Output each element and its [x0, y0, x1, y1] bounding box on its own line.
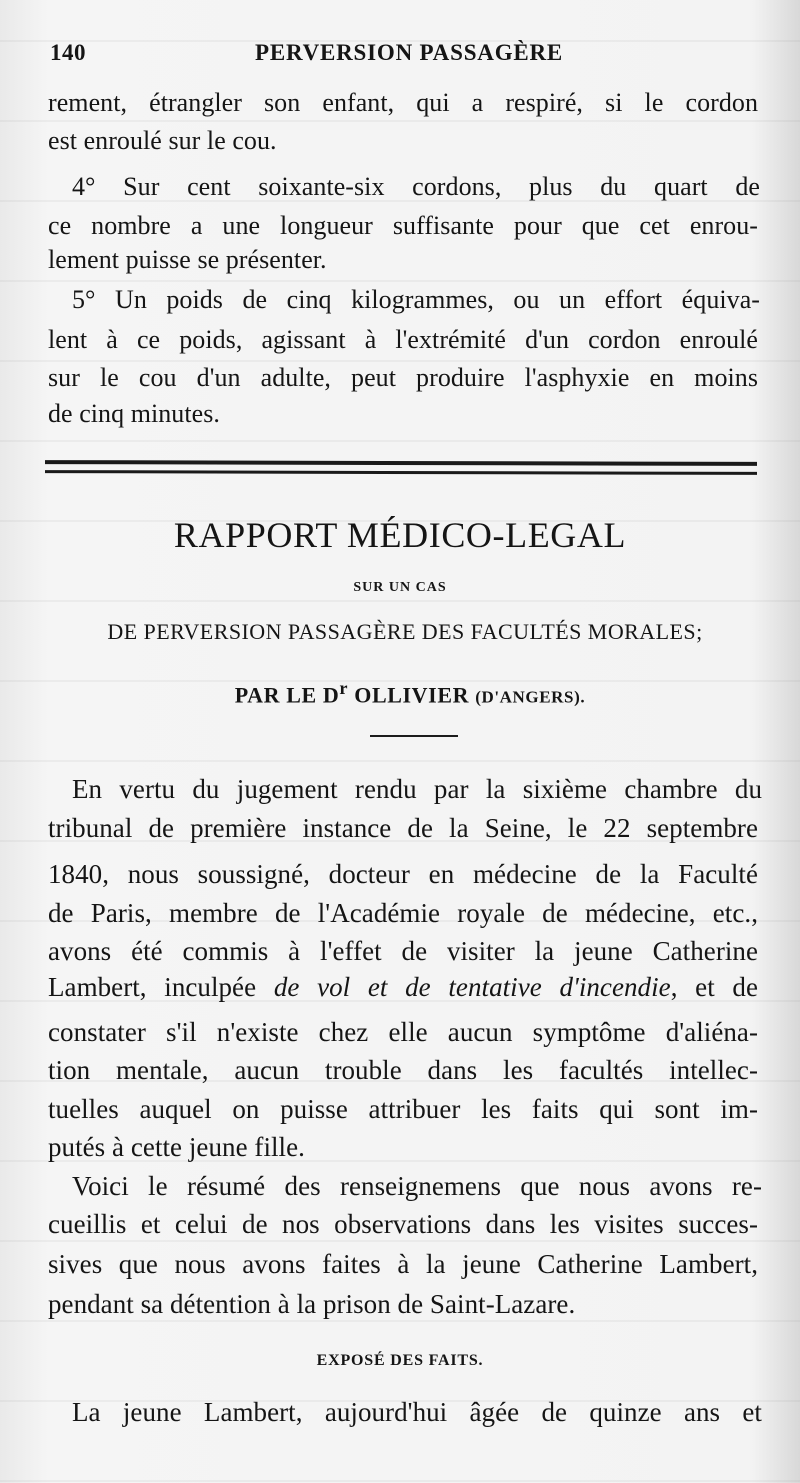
text-line: sur le cou d'un adulte, peut produire l'asphyxie en moins — [48, 363, 758, 392]
text-line: lent à ce poids, agissant à l'extrémité d'un cordon enroulé — [48, 325, 758, 354]
body-paragraph-start: Voici le résumé des renseignemens que nous avons re- — [72, 1171, 762, 1201]
section-paragraph-start: La jeune Lambert, aujourd'hui âgée de quinze ans et — [72, 1397, 762, 1427]
article-subtitle-caps: DE PERVERSION PASSAGÈRE DES FACULTÉS MORALES; — [107, 619, 703, 644]
text-line: constater s'il n'existe chez elle aucun symptôme d'aliéna- — [48, 1017, 758, 1047]
text-line: lement puisse se présenter. — [48, 245, 327, 274]
article-author — [150, 674, 670, 711]
upper-rule — [45, 460, 757, 466]
text-line: 1840, nous soussigné, docteur en médecine de la Faculté — [48, 859, 758, 889]
running-title: PERVERSION PASSAGÈRE — [255, 40, 564, 65]
running-header — [50, 40, 755, 70]
page-number: 140 — [50, 40, 86, 65]
text-line: est enroulé sur le cou. — [48, 126, 277, 155]
section-double-rule — [45, 461, 757, 478]
author-prefix: PAR LE D — [234, 682, 340, 708]
numbered-paragraph-4: 4° Sur cent soixante-six cordons, plus du quart de — [72, 172, 760, 201]
italic-phrase: de vol et de tentative d'incendie — [273, 972, 671, 1002]
article-title: RAPPORT MÉDICO-LEGAL — [173, 515, 627, 555]
text-line: tuelles auquel on puisse attribuer les faits qui sont im- — [48, 1094, 758, 1124]
text-line: ce nombre a une longueur suffisante pour que cet enrou- — [48, 211, 758, 240]
article-subtitle: SUR UN CAS — [353, 580, 447, 595]
section-heading: EXPOSÉ DES FAITS. — [316, 1352, 484, 1369]
text-line: rement, étrangler son enfant, qui a respiré, si le cordon — [48, 88, 758, 117]
text-line: de cinq minutes. — [48, 399, 220, 428]
numbered-paragraph-5: 5° Un poids de cinq kilogrammes, ou un effort équiva- — [72, 285, 760, 314]
text-line: tribunal de première instance de la Seine, le 22 septembre — [48, 813, 758, 843]
text-line: cueillis et celui de nos observations dans les visites succes- — [48, 1209, 758, 1239]
line-text-start: Lambert, inculpée — [48, 972, 274, 1002]
short-rule — [370, 735, 458, 737]
author-suffix: (D'ANGERS). — [475, 687, 586, 707]
body-paragraph-start: En vertu du jugement rendu par la sixième chambre du — [72, 774, 762, 804]
text-line: putés à cette jeune fille. — [48, 1132, 305, 1162]
text-line: sives que nous avons faites à la jeune Catherine Lambert, — [48, 1249, 758, 1279]
line-text-end: , et de — [670, 972, 758, 1002]
author-superscript: r — [339, 678, 349, 698]
lower-rule — [45, 470, 757, 475]
text-line: de Paris, membre de l'Académie royale de médecine, etc., — [48, 898, 758, 928]
mixed-style-line — [48, 971, 758, 1004]
text-line: tion mentale, aucun trouble dans les facultés intellec- — [48, 1055, 758, 1085]
text-line: avons été commis à l'effet de visiter la jeune Catherine — [48, 936, 758, 966]
author-name: OLLIVIER — [354, 682, 470, 708]
text-line: pendant sa détention à la prison de Saint-Lazare. — [48, 1289, 576, 1319]
